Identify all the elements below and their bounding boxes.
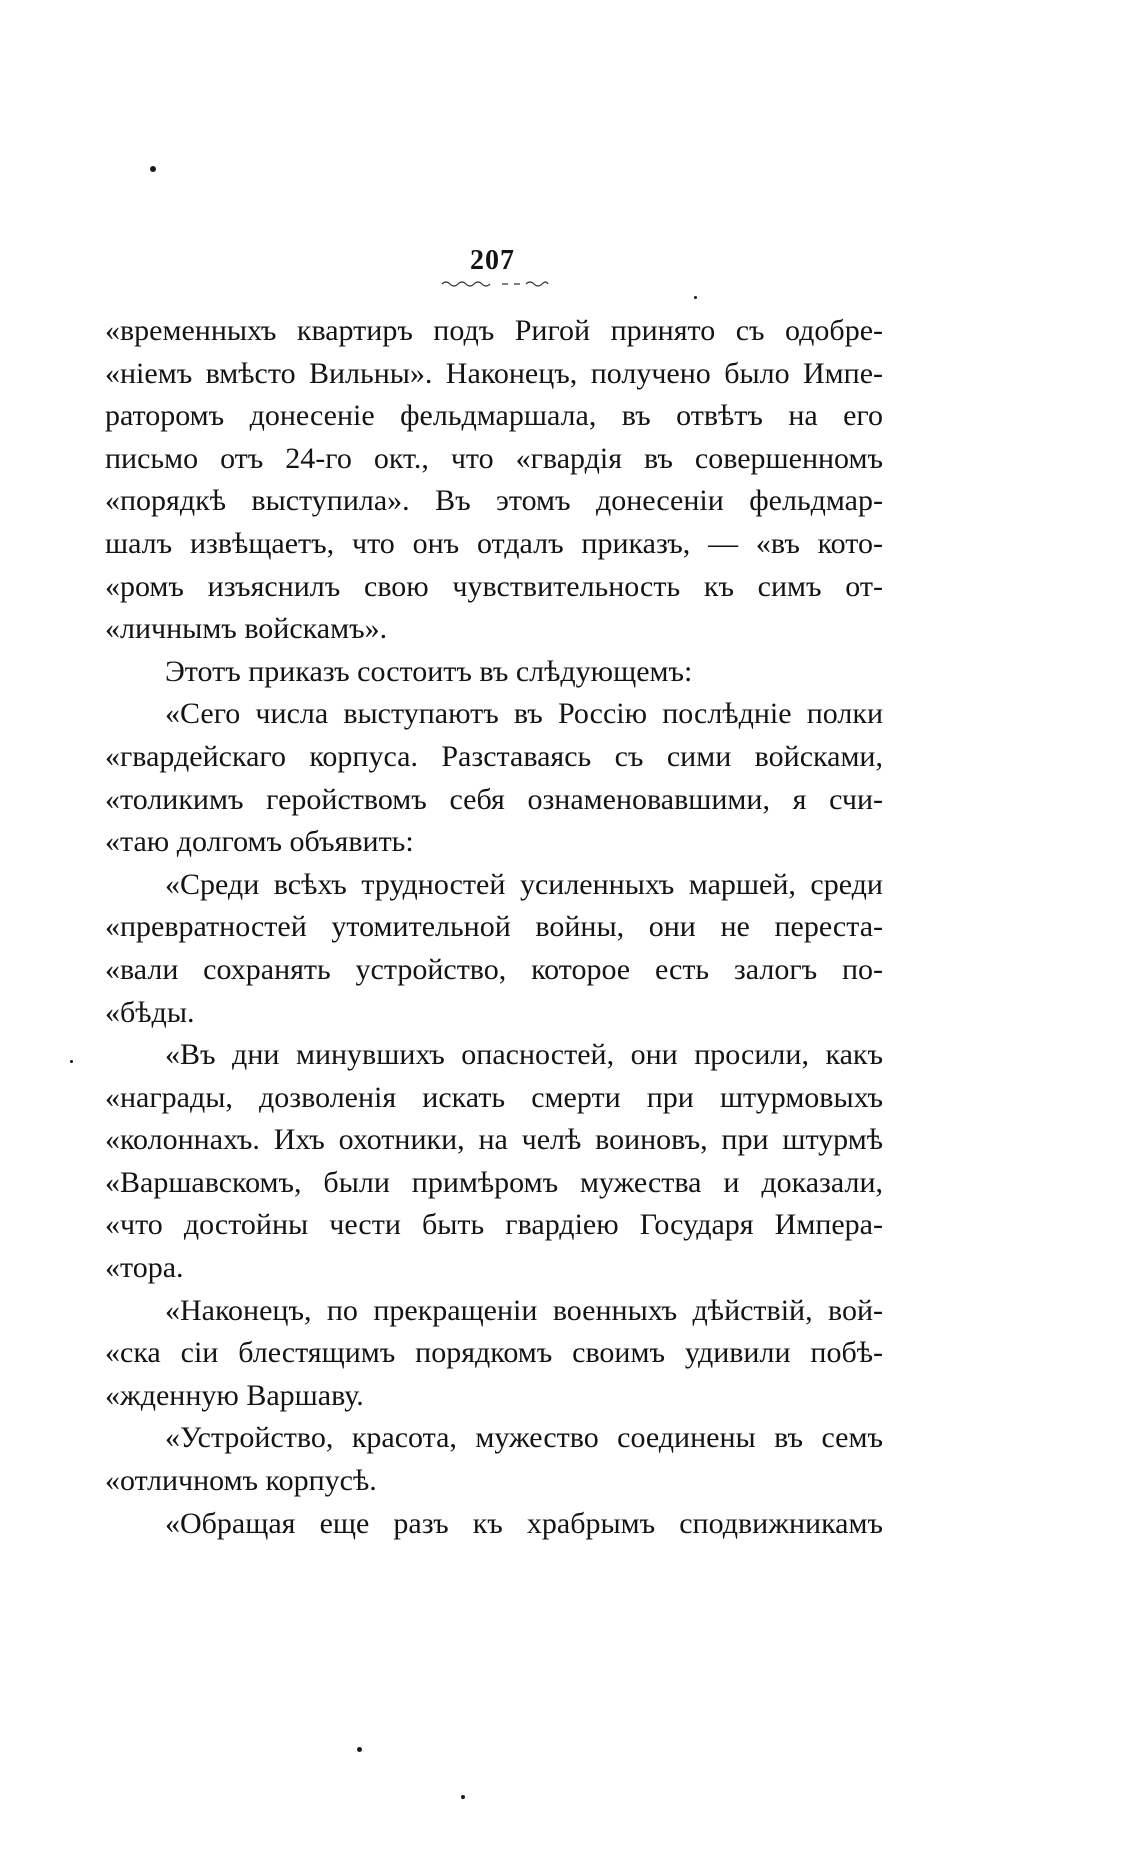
text-line: «временныхъ квартиръ подъ Ригой принято съ одобре- (105, 314, 883, 347)
text-line: «что достойны чести быть гвардіею Государя Импера- (105, 1208, 883, 1242)
text-line: «Среди всѣхъ трудностей усиленныхъ маршей, среди (165, 867, 883, 901)
scan-speck (70, 1060, 73, 1063)
text-line: «бѣды. (105, 995, 195, 1029)
text-line: «ска сіи блестящимъ порядкомъ своимъ удивили побѣ- (105, 1336, 883, 1370)
text-line: шалъ извѣщаетъ, что онъ отдалъ приказъ, — «въ кото- (105, 526, 883, 560)
text-line: «порядкѣ выступила». Въ этомъ донесеніи фельдмар- (105, 484, 883, 518)
page-number: 207 (470, 245, 515, 276)
text-line: «Варшавскомъ, были примѣромъ мужества и доказали, (105, 1165, 883, 1199)
text-line: «гвардейскаго корпуса. Разставаясь съ сими войсками, (105, 739, 883, 773)
text-line: «превратностей утомительной войны, они не переста- (105, 910, 883, 944)
text-line: «Обращая еще разъ къ храбрымъ сподвижникамъ (165, 1506, 883, 1540)
text-line: «отличномъ корпусѣ. (105, 1464, 377, 1498)
text-line: «награды, дозволенія искать смерти при штурмовыхъ (105, 1080, 883, 1114)
scan-speck (357, 1747, 362, 1752)
text-line: «Въ дни минувшихъ опасностей, они просили, какъ (165, 1038, 883, 1072)
text-line: Этотъ приказъ состоитъ въ слѣдующемъ: (165, 654, 693, 688)
text-line: «тора. (105, 1251, 184, 1285)
page-number-ornament (440, 278, 550, 288)
text-line: письмо отъ 24-го окт., что «гвардія въ совершенномъ (105, 441, 883, 475)
text-line: «ромъ изъяснилъ свою чувствительность къ симъ от- (105, 569, 883, 603)
body-text (105, 310, 883, 1545)
text-line: «Устройство, красота, мужество соединены въ семъ (165, 1421, 883, 1455)
text-line: «Наконецъ, по прекращеніи военныхъ дѣйствій, вой- (165, 1293, 883, 1327)
text-line: «таю долгомъ объявить: (105, 825, 414, 859)
text-line: «колоннахъ. Ихъ охотники, на челѣ воиновъ, при штурмѣ (105, 1123, 883, 1157)
text-line: раторомъ донесеніе фельдмаршала, въ отвѣтъ на его (105, 399, 883, 433)
text-line: «Сего числа выступаютъ въ Россію послѣдніе полки (165, 697, 883, 731)
scan-speck (461, 1795, 465, 1799)
text-line: «жденную Варшаву. (105, 1378, 364, 1412)
text-line: «ніемъ вмѣсто Вильны». Наконецъ, получено было Импе- (105, 356, 883, 390)
text-line: «личнымъ войскамъ». (105, 612, 388, 646)
text-line: «вали сохранять устройство, которое есть залогъ по- (105, 952, 883, 986)
scan-speck (694, 296, 697, 299)
text-line: «толикимъ геройствомъ себя ознаменовавшими, я счи- (105, 782, 883, 816)
scan-speck (150, 166, 156, 172)
